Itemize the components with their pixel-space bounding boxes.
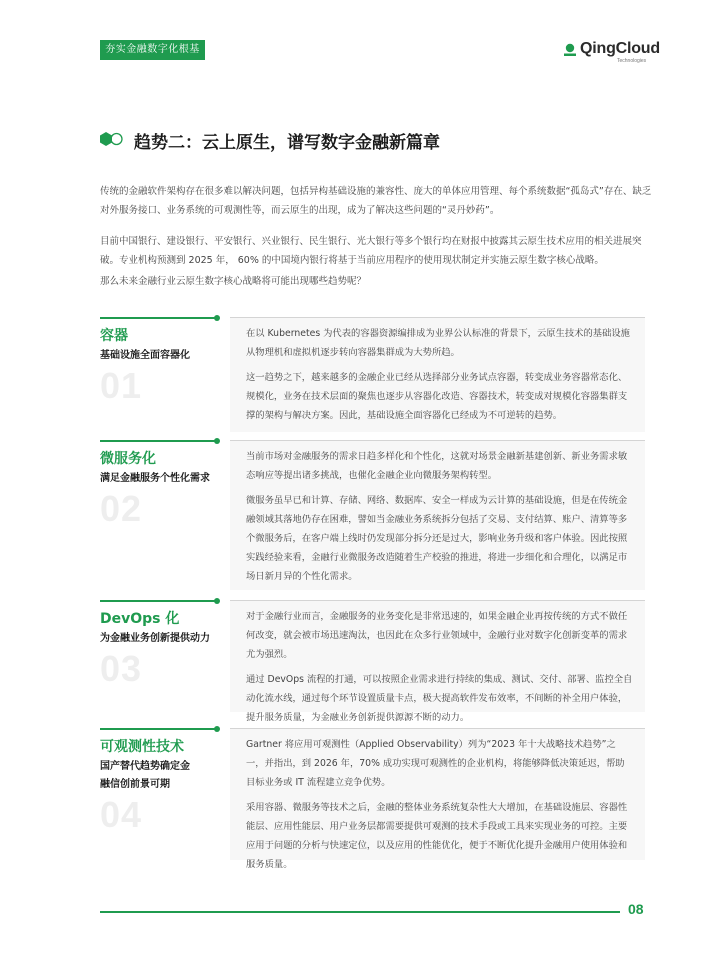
section-number: 04 bbox=[100, 794, 143, 835]
section-subtitle: 国产替代趋势确定金融信创前景可期 bbox=[100, 761, 190, 790]
section-content-box bbox=[230, 440, 645, 590]
section-paragraph: 通过 DevOps 流程的打通，可以按照企业需求进行持续的集成、测试、交付、部署、监控全自动化流水线，通过每个环节设置质量卡点，极大提高软件发布效率，不间断的补全用户体验，提升服务质量，为金融业务创新提供源源不断的动力。 bbox=[246, 674, 633, 723]
section-paragraph: 微服务虽早已和计算、存储、网络、数据库、安全一样成为云计算的基础设施，但是在传统金融领域其落地仍存在困难，譬如当金融业务系统拆分包括了交易、支付结算、账户、清算等多个微服务后，在客户端上线时仍发现部分拆分还是过大，影响业务升级和客户体验。因此按照实践经验来看，金融行业微服务改造随着生产校验的推进，将进一步细化和合理化，以满足市场日新月异的个性化需求。 bbox=[246, 495, 628, 582]
section-paragraph: 在以 Kubernetes 为代表的容器资源编排成为业界公认标准的背景下，云原生技术的基础设施从物理机和虚拟机逐步转向容器集群成为大势所趋。 bbox=[246, 328, 630, 358]
page-number: 08 bbox=[628, 901, 644, 917]
section-title: DevOps 化 bbox=[100, 611, 180, 627]
section-title: 容器 bbox=[100, 328, 128, 344]
footer-divider bbox=[100, 911, 620, 913]
section-number: 03 bbox=[100, 648, 143, 689]
intro-paragraph-1: 传统的金融软件架构存在很多难以解决问题，包括异构基础设施的兼容性、庞大的单体应用管理、每个系统数据“孤岛式”存在、缺乏对外服务接口、业务系统的可观测性等，而云原生的出现，成为了解决这些问题的“灵丹妙药”。 bbox=[100, 186, 652, 216]
section-tag: 夯实金融数字化根基 bbox=[100, 40, 205, 60]
hexagon-bullet-icon bbox=[100, 131, 124, 147]
qingcloud-logo-icon bbox=[563, 43, 577, 57]
section-content-box bbox=[230, 317, 645, 432]
section-subtitle: 为金融业务创新提供动力 bbox=[100, 633, 210, 644]
logo-text: QingCloud bbox=[580, 40, 660, 57]
intro-paragraph-3: 那么未来金融行业云原生数字核心战略将可能出现哪些趋势呢？ bbox=[100, 276, 367, 287]
section-paragraph: 采用容器、微服务等技术之后，金融的整体业务系统复杂性大大增加，在基础设施层、容器性能层、应用性能层、用户业务层都需要提供可观测的技术手段或工具来实现业务的可控。主要应用于问题的分析与快速定位，以及应用的性能优化，便于不断优化提升金融用户使用体验和服务质量。 bbox=[246, 802, 628, 870]
logo-subtext: Technologies bbox=[617, 58, 647, 64]
section-paragraph: 当前市场对金融服务的需求日趋多样化和个性化，这就对场景金融新基建创新、新业务需求敏态响应等提出诸多挑战，也催化金融企业向微服务架构转型。 bbox=[246, 451, 628, 481]
section-paragraph: 对于金融行业而言，金融服务的业务变化是非常迅速的，如果金融企业再按传统的方式不做任何改变，就会被市场迅速淘汰，也因此在众多行业领域中，金融行业对数字化创新变革的需求尤为强烈。 bbox=[246, 611, 628, 660]
section-divider bbox=[100, 728, 218, 730]
section-subtitle: 满足金融服务个性化需求 bbox=[100, 473, 210, 484]
section-content-box bbox=[230, 600, 645, 723]
intro-paragraph-2: 目前中国银行、建设银行、平安银行、兴业银行、民生银行、光大银行等多个银行均在财报中披露其云原生技术应用的相关进展突破。专业机构预测到 2025 年， 60% 的中国境内银行将基于当前应用程序的使用现状制定并实施云原生数字核心战略。 bbox=[100, 236, 642, 266]
section-divider bbox=[100, 317, 218, 319]
section-title: 可观测性技术 bbox=[100, 739, 184, 755]
section-number: 02 bbox=[100, 488, 143, 529]
trend-heading bbox=[100, 128, 620, 152]
section-paragraph: 这一趋势之下，越来越多的金融企业已经从选择部分业务试点容器，转变成业务容器常态化、规模化，业务在技术层面的聚焦也逐步从容器化改造、容器技术，转变成对规模化容器集群支撑的架构与解决方案。因此，基础设施全面容器化已经成为不可逆转的趋势。 bbox=[246, 372, 628, 421]
section-divider bbox=[100, 440, 218, 442]
section-content-box bbox=[230, 728, 645, 870]
page-title: 趋势二：云上原生，谱写数字金融新篇章 bbox=[134, 133, 440, 153]
section-divider bbox=[100, 600, 218, 602]
qingcloud-logo bbox=[563, 40, 660, 67]
section-subtitle: 基础设施全面容器化 bbox=[100, 350, 190, 361]
section-title: 微服务化 bbox=[100, 451, 156, 467]
section-paragraph: Gartner 将应用可观测性（Applied Observability）列为“2023 年十大战略技术趋势”之一，并指出，到 2026 年，70% 成功实现可观测性的企业机构，将能够降低决策延迟，帮助目标业务或 IT 流程建立竞争优势。 bbox=[246, 739, 625, 788]
section-number: 01 bbox=[100, 365, 143, 406]
